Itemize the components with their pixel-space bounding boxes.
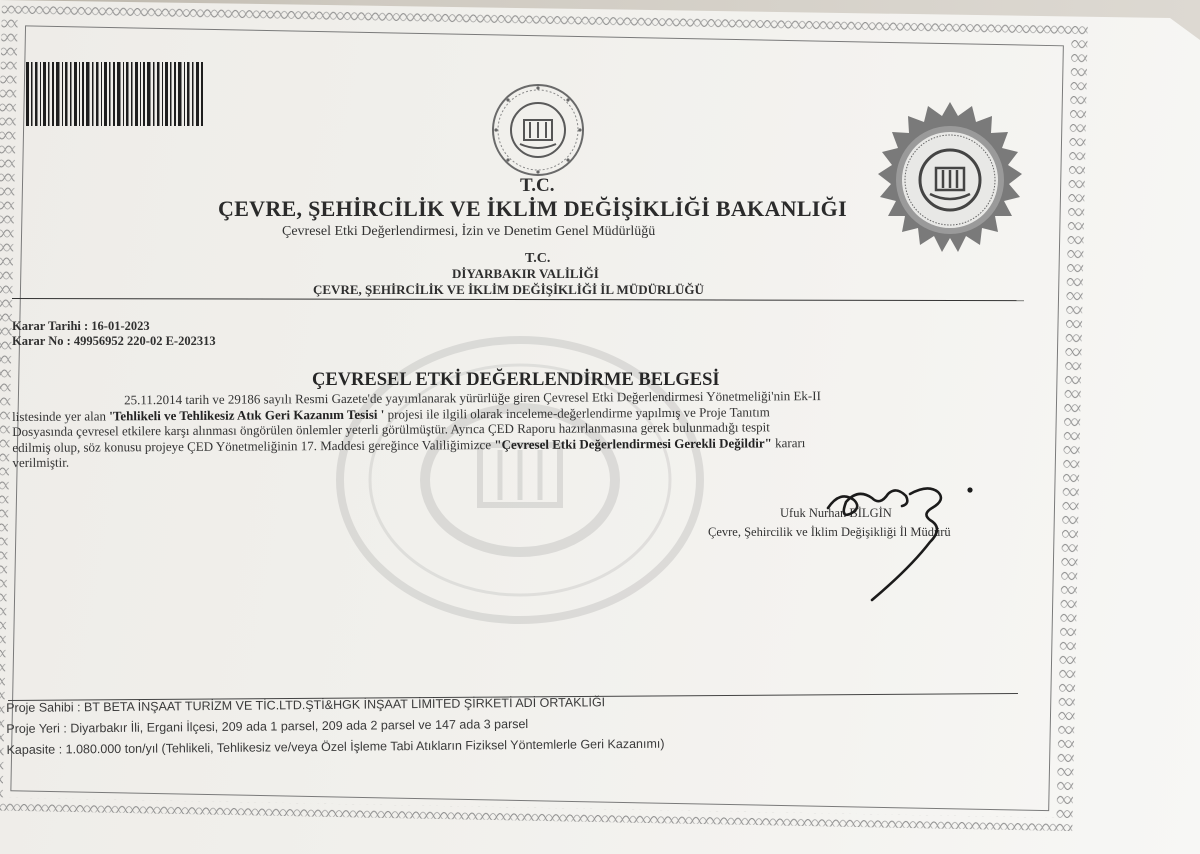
- document-title: ÇEVRESEL ETKİ DEĞERLENDİRME BELGESİ: [312, 370, 720, 390]
- document-body: [12, 387, 1012, 471]
- body-line: 25.11.2014 tarih ve 29186 sayılı Resmi Gazete'de yayımlanarak yürürlüğe giren Çevresel Etki Değerlendirmesi Yönetmeliği'nin Ek-II: [123, 388, 821, 408]
- project-location: Proje Yeri : Diyarbakır İli, Ergani İlçesi, 209 ada 1 parsel, 209 ada 2 parsel ve 147 ada 3 parsel: [6, 716, 529, 736]
- body-text-segment: edilmiş olup, söz konusu projeye ÇED Yönetmeliğinin 17. Maddesi gereğince Valiliğimizce: [12, 436, 495, 455]
- handwritten-signature: [810, 480, 1000, 610]
- decision-date: Karar Tarihi : 16-01-2023: [12, 319, 150, 333]
- project-capacity: Kapasite : 1.080.000 ton/yıl (Tehlikeli, Tehlikesiz ve/veya Özel İşleme Tabi Atıkların Fiziksel Yöntemlerle Geri Kazanımı): [6, 736, 665, 757]
- provincial-directorate: ÇEVRE, ŞEHİRCİLİK VE İKLİM DEĞİŞİKLİĞİ İL MÜDÜRLÜĞÜ: [313, 282, 704, 297]
- body-line: Dosyasında çevresel etkilere karşı alınması öngörülen önlemler yeterli görülmüştür. Ayrıca ÇED Raporu hazırlanmasına gerek bulunmadığı tespit: [12, 419, 770, 439]
- decision-result: "Çevresel Etki Değerlendirmesi Gerekli Değildir": [494, 434, 772, 452]
- project-details: [6, 682, 1007, 761]
- body-text-segment: kararı: [771, 434, 806, 450]
- ministry-emblem-icon: [490, 82, 586, 178]
- province-governorship: DİYARBAKIR VALİLİĞİ: [452, 266, 599, 281]
- body-text-segment: projesi ile ilgili olarak inceleme-değerlendirme yapılmış ve Proje Tanıtım: [384, 403, 770, 422]
- body-line: verilmiştir.: [12, 454, 70, 470]
- decision-meta: [12, 319, 216, 348]
- project-owner: Proje Sahibi : BT BETA İNŞAAT TURİZM VE TİC.LTD.ŞTİ&HGK İNŞAAT LİMİTED ŞİRKETİ ADİ ORTAKLIĞI: [6, 695, 606, 715]
- body-text-segment: listesinde yer alan: [12, 407, 110, 424]
- decision-number: Karar No : 49956952 220-02 E-202313: [12, 333, 216, 348]
- project-name: 'Tehlikeli ve Tehlikesiz Atık Geri Kazanım Tesisi ': [109, 406, 385, 423]
- ministry-name: ÇEVRE, ŞEHİRCİLİK VE İKLİM DEĞİŞİKLİĞİ BAKANLIĞI: [218, 196, 847, 221]
- header-tc: T.C.: [520, 175, 555, 196]
- signatory-name: Ufuk Nurhan BİLGİN: [780, 506, 892, 520]
- signatory-title: Çevre, Şehircilik ve İklim Değişikliği İl Müdürü: [708, 525, 951, 539]
- general-directorate: Çevresel Etki Değerlendirmesi, İzin ve Denetim Genel Müdürlüğü: [282, 224, 656, 239]
- ministry-seal-icon: [872, 102, 1028, 258]
- barcode-icon: [26, 62, 206, 128]
- header-tc-secondary: T.C.: [525, 251, 551, 266]
